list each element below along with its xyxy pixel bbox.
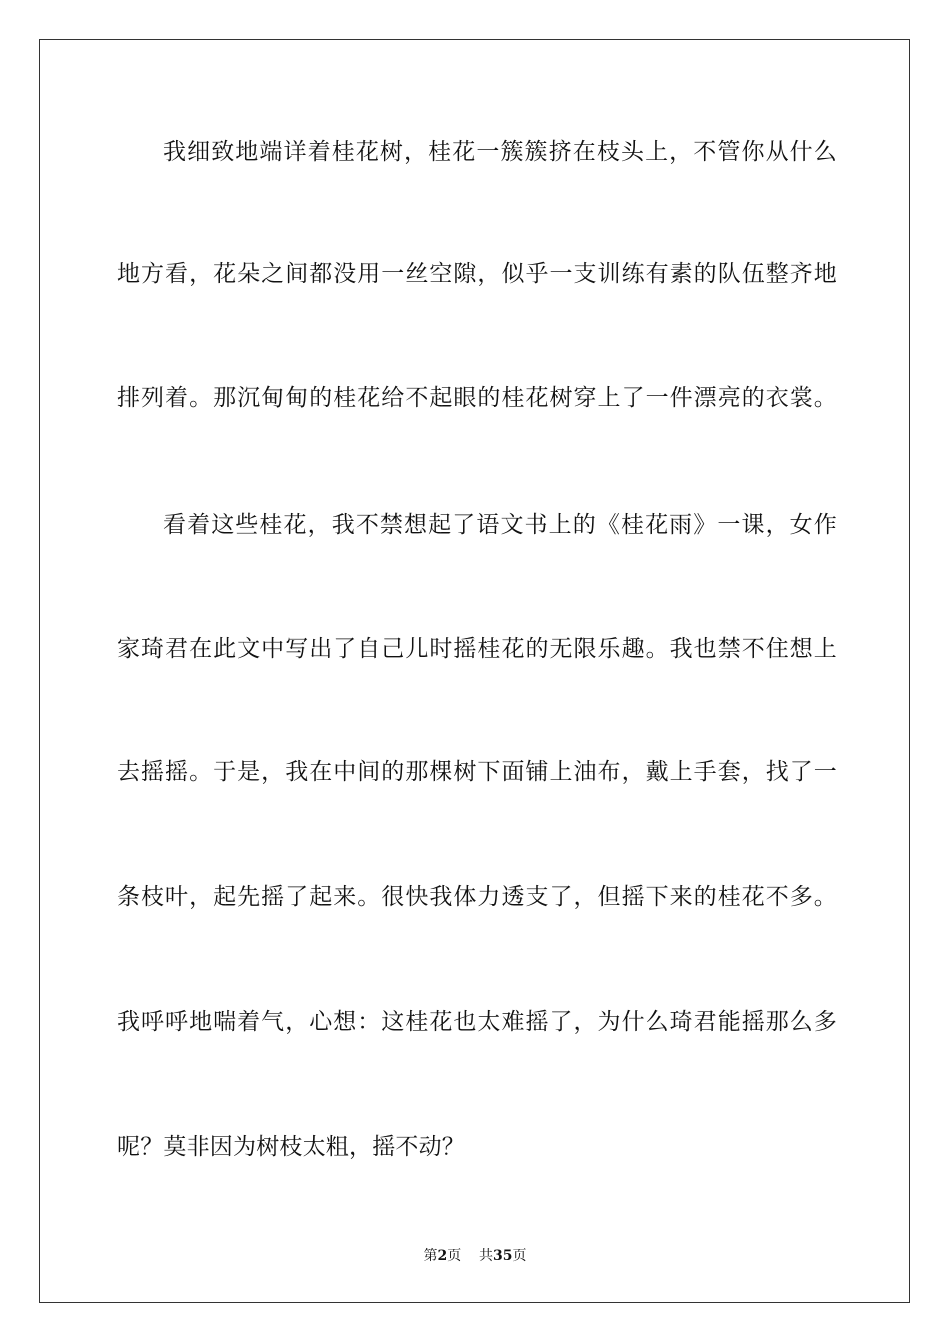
footer-total-prefix: 共 [479,1248,494,1264]
footer-page-number: 2 [437,1248,448,1264]
footer-total-pages: 35 [493,1248,513,1264]
paragraph-2-line-6: 呢？莫非因为树枝太粗，摇不动？ [117,1134,465,1160]
paragraph-2-line-3: 去摇摇。于是，我在中间的那棵树下面铺上油布，戴上手套，找了一 [117,759,837,785]
paragraph-2-line-2: 家琦君在此文中写出了自己儿时摇桂花的无限乐趣。我也禁不住想上 [117,636,837,662]
page-footer [0,1247,950,1265]
paragraph-2-line-1: 看着这些桂花，我不禁想起了语文书上的《桂花雨》一课，女作 [163,512,837,538]
footer-total-suffix: 页 [512,1248,527,1264]
paragraph-2-line-4: 条枝叶，起先摇了起来。很快我体力透支了，但摇下来的桂花不多。 [117,884,837,910]
page-frame [39,39,910,1303]
footer-page-suffix: 页 [447,1248,462,1264]
paragraph-1-line-3: 排列着。那沉甸甸的桂花给不起眼的桂花树穿上了一件漂亮的衣裳。 [117,385,837,411]
paragraph-1-line-1: 我细致地端详着桂花树，桂花一簇簇挤在枝头上，不管你从什么 [163,139,837,165]
paragraph-1-line-2: 地方看，花朵之间都没用一丝空隙，似乎一支训练有素的队伍整齐地 [117,261,837,287]
paragraph-2-line-5: 我呼呼地喘着气，心想：这桂花也太难摇了，为什么琦君能摇那么多 [117,1009,837,1035]
footer-page-prefix: 第 [423,1248,438,1264]
